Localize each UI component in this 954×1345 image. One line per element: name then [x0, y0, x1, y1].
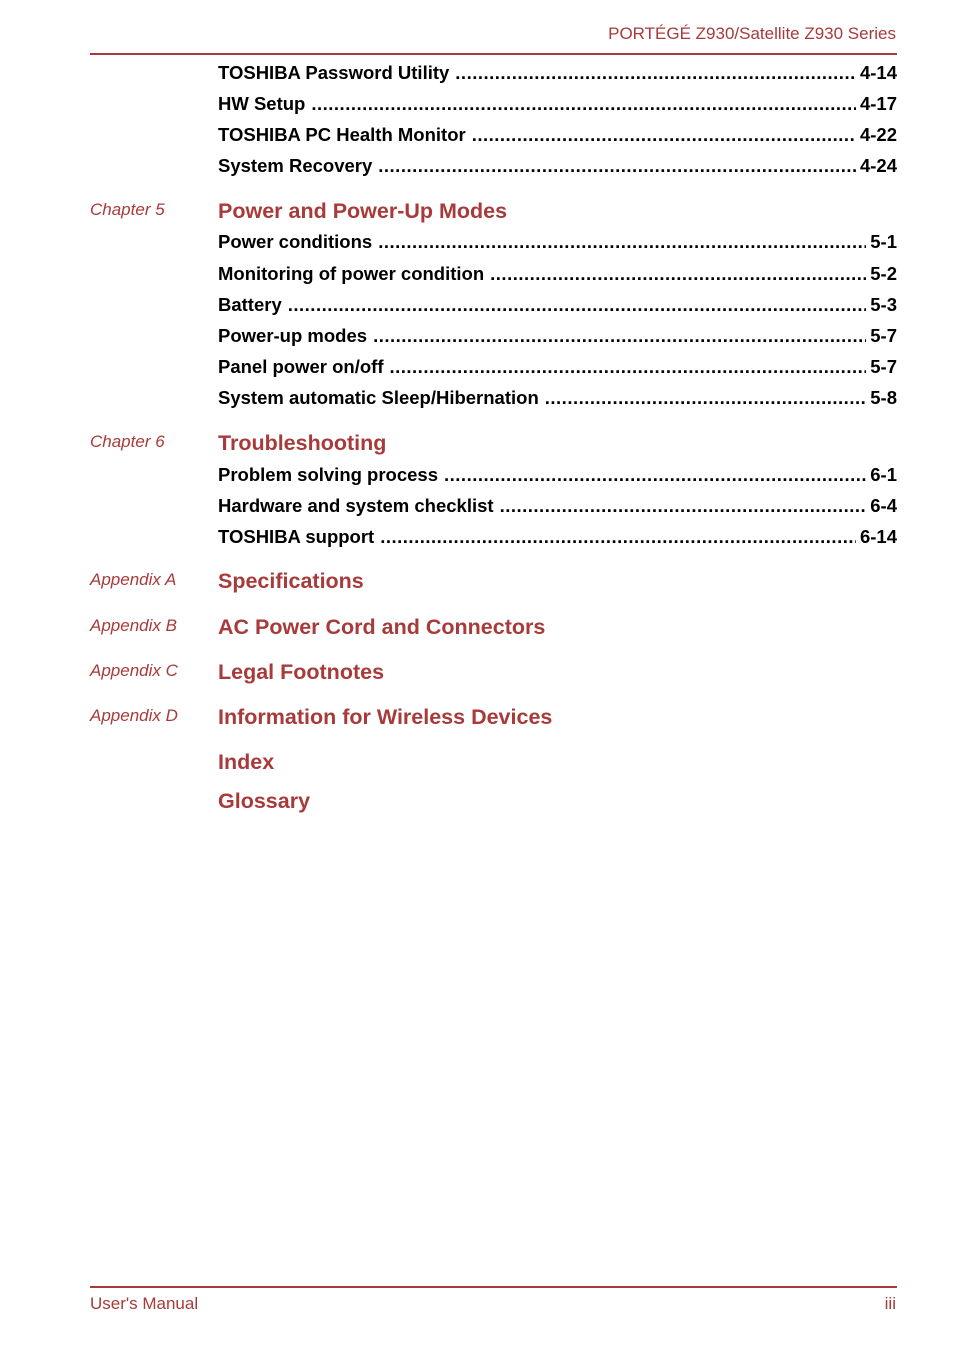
toc-entry-page: 4-24: [859, 155, 897, 176]
toc-entry[interactable]: [218, 263, 897, 289]
toc-entry-page: 4-17: [859, 93, 897, 114]
running-header-title: PORTÉGÉ Z930/Satellite Z930 Series: [608, 24, 896, 43]
toc-entry-page: 5-7: [870, 325, 897, 346]
toc-leader-dots: [311, 93, 856, 115]
toc-entry-page: 6-1: [870, 464, 897, 485]
toc-leader-dots: [378, 155, 856, 177]
toc-entry-page: 6-14: [859, 526, 897, 547]
section-heading[interactable]: Information for Wireless Devices: [218, 705, 553, 729]
footer-manual-title: User's Manual: [90, 1294, 199, 1313]
toc-leader-dots: [545, 387, 866, 409]
toc-leader-dots: [490, 263, 866, 285]
section-heading[interactable]: Power and Power-Up Modes: [218, 199, 508, 223]
section-heading[interactable]: AC Power Cord and Connectors: [218, 615, 546, 639]
toc-entry-title: Hardware and system checklist: [218, 495, 494, 516]
section-label: Appendix B: [90, 616, 177, 635]
toc-entry[interactable]: [218, 495, 897, 521]
toc-entry-title: Problem solving process: [218, 464, 439, 485]
toc-entry-page: 5-7: [870, 356, 897, 377]
toc-leader-dots: [389, 356, 866, 378]
toc-entry-title: TOSHIBA PC Health Monitor: [218, 124, 466, 145]
header-rule: [90, 53, 897, 55]
toc-entry[interactable]: [218, 155, 897, 181]
toc-entry-page: 5-2: [870, 263, 897, 284]
toc-entry-page: 5-3: [870, 294, 897, 315]
toc-leader-dots: [380, 526, 856, 548]
toc-entry-title: Monitoring of power condition: [218, 263, 485, 284]
toc-entry-page: 6-4: [870, 495, 897, 516]
toc-entry-title: Power conditions: [218, 231, 373, 252]
section-label: Chapter 5: [90, 200, 165, 219]
footer-page-number: iii: [884, 1294, 896, 1313]
toc-entry[interactable]: [218, 231, 897, 257]
toc-leader-dots: [444, 464, 866, 486]
toc-entry[interactable]: [218, 294, 897, 320]
section-label: Chapter 6: [90, 432, 165, 451]
toc-entry[interactable]: [218, 356, 897, 382]
toc-entry[interactable]: [218, 62, 897, 88]
toc-entry-title: System automatic Sleep/Hibernation: [218, 387, 539, 408]
section-heading[interactable]: Index: [218, 750, 275, 774]
toc-leader-dots: [288, 294, 867, 316]
toc-entry-title: Panel power on/off: [218, 356, 384, 377]
toc-entry[interactable]: [218, 124, 897, 150]
section-heading[interactable]: Glossary: [218, 789, 311, 813]
toc-entry[interactable]: [218, 93, 897, 119]
toc-leader-dots: [472, 124, 856, 146]
toc-leader-dots: [500, 495, 867, 517]
section-label: Appendix A: [90, 570, 177, 589]
toc-entry-title: TOSHIBA support: [218, 526, 375, 547]
toc-entry-title: Battery: [218, 294, 282, 315]
toc-leader-dots: [378, 231, 866, 253]
toc-entry[interactable]: [218, 325, 897, 351]
section-heading[interactable]: Troubleshooting: [218, 431, 387, 455]
section-heading[interactable]: Legal Footnotes: [218, 660, 385, 684]
toc-entry-page: 5-1: [870, 231, 897, 252]
toc-entry-page: 4-22: [859, 124, 897, 145]
toc-entry-title: HW Setup: [218, 93, 306, 114]
toc-entry-page: 5-8: [870, 387, 897, 408]
footer-rule: [90, 1286, 897, 1288]
section-label: Appendix C: [90, 661, 178, 680]
toc-entry-title: System Recovery: [218, 155, 373, 176]
toc-entry[interactable]: [218, 526, 897, 552]
toc-entry[interactable]: [218, 387, 897, 413]
toc-entry-title: Power-up modes: [218, 325, 368, 346]
toc-leader-dots: [373, 325, 866, 347]
toc-leader-dots: [455, 62, 856, 84]
section-heading[interactable]: Specifications: [218, 569, 364, 593]
toc-entry-title: TOSHIBA Password Utility: [218, 62, 450, 83]
section-label: Appendix D: [90, 706, 178, 725]
toc-entry-page: 4-14: [859, 62, 897, 83]
toc-entry[interactable]: [218, 464, 897, 490]
